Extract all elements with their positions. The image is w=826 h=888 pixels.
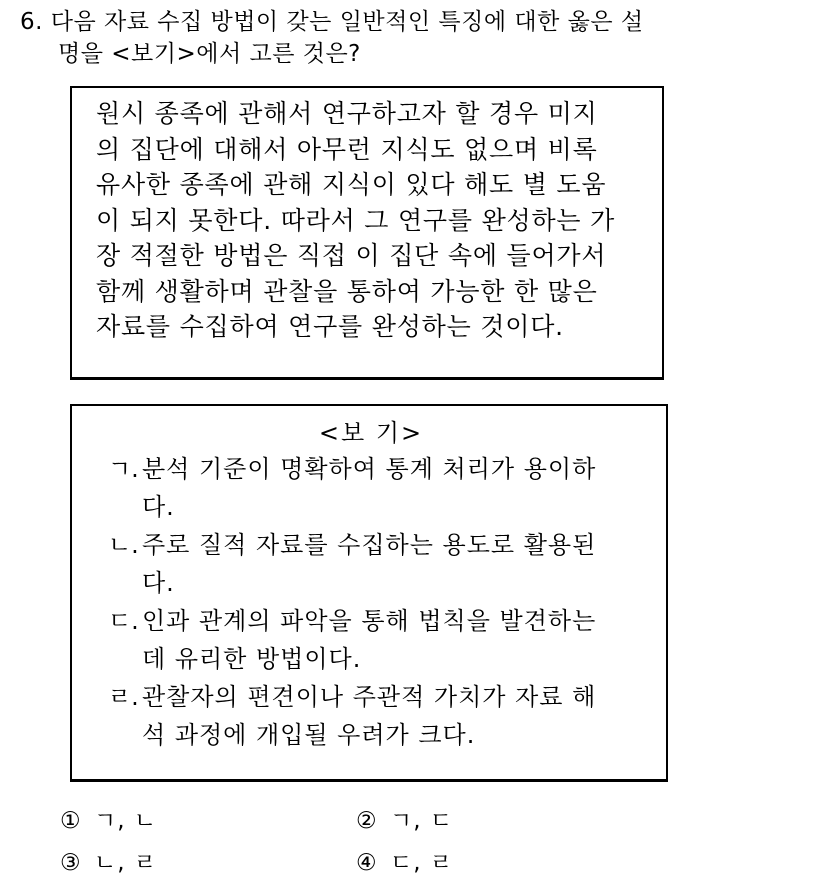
bogi-item-text-cont: 다. <box>142 493 175 521</box>
bogi-item-marker: ㄹ. <box>108 683 139 711</box>
choice-text: ㄴ, ㄹ <box>94 850 158 876</box>
bogi-item-text-cont: 다. <box>142 569 175 597</box>
choice-number: ③ <box>60 850 82 876</box>
passage-line: 이 되지 못한다. 따라서 그 연구를 완성하는 가 <box>96 205 616 235</box>
passage-line: 유사한 종족에 관해 지식이 있다 해도 별 도움 <box>96 170 607 199</box>
bogi-item-text: 관찰자의 편견이나 주관적 가치가 자료 해 <box>142 683 597 711</box>
bogi-title: <보 기> <box>318 419 424 447</box>
bogi-item-text: 분석 기준이 명확하여 통계 처리가 용이하 <box>142 455 597 483</box>
choice-2[interactable] <box>356 804 453 838</box>
choice-number: ① <box>60 808 82 834</box>
choice-row <box>60 846 760 888</box>
choice-1[interactable] <box>60 804 157 838</box>
choice-3[interactable] <box>60 846 157 880</box>
bogi-item-text-cont: 데 유리한 방법이다. <box>142 645 362 673</box>
choice-row <box>60 804 760 846</box>
passage-line: 자료를 수집하여 연구를 완성하는 것이다. <box>96 312 564 341</box>
bogi-item-text-cont: 석 과정에 개입될 우려가 크다. <box>142 721 476 749</box>
bogi-item-text: 인과 관계의 파악을 통해 법칙을 발견하는 <box>142 607 597 635</box>
bogi-box <box>70 404 668 782</box>
question-line-1: 6. 다음 자료 수집 방법이 갖는 일반적인 특징에 대한 옳은 설 <box>20 9 644 35</box>
choice-4[interactable] <box>356 846 453 880</box>
bogi-item-marker: ㄴ. <box>108 531 139 559</box>
passage-line: 함께 생활하며 관찰을 통하여 가능한 한 많은 <box>96 276 598 306</box>
choice-number: ④ <box>356 850 378 876</box>
passage-line: 원시 종족에 관해서 연구하고자 할 경우 미지 <box>96 99 598 128</box>
choice-text: ㄱ, ㄷ <box>390 808 454 834</box>
bogi-item-marker: ㄱ. <box>108 455 139 483</box>
bogi-item-nieun <box>72 526 666 602</box>
answer-choices <box>60 804 760 888</box>
bogi-item-digeut <box>72 602 666 678</box>
choice-number: ② <box>356 808 378 834</box>
bogi-item-rieul <box>72 678 666 754</box>
passage-box <box>70 86 664 380</box>
bogi-item-giyeok <box>72 450 666 526</box>
choice-text: ㄱ, ㄴ <box>94 808 158 834</box>
choice-text: ㄷ, ㄹ <box>390 850 454 876</box>
bogi-item-marker: ㄷ. <box>108 607 139 635</box>
bogi-item-text: 주로 질적 자료를 수집하는 용도로 활용된 <box>142 531 597 559</box>
passage-line: 장 적절한 방법은 직접 이 집단 속에 들어가서 <box>96 241 607 270</box>
question-stem <box>20 6 780 70</box>
question-line-2: 명을 <보기>에서 고른 것은? <box>58 41 361 67</box>
passage-line: 의 집단에 대해서 아무런 지식도 없으며 비록 <box>96 134 598 164</box>
